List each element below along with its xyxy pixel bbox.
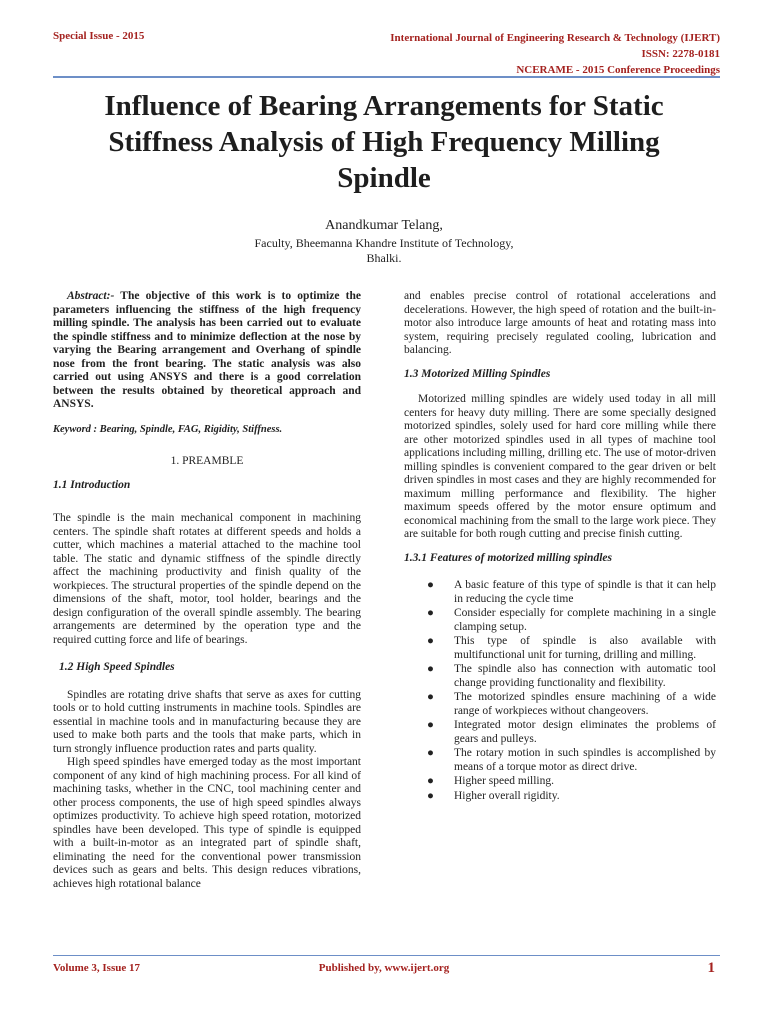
- author-name: Anandkumar Telang,: [325, 218, 443, 233]
- left-column: [53, 290, 361, 891]
- abstract-text: The objective of this work is to optimize the parameters influencing the stiffness of the high frequency milling spindle. The analysis has been carried out to evaluate the spindle stiffness and to minimize deflection at the nose by varying the Bearing arrangement and Overhang of spindle nose from the front bearing. The static analysis was also carried out using ANSYS and there is a good correlation between the results obtained by theoretical approach and ANSYS.: [53, 290, 361, 410]
- bullet-icon: ●: [427, 691, 434, 703]
- section-heading-preamble: 1. PREAMBLE: [170, 455, 244, 467]
- author-affiliation: [0, 236, 768, 266]
- bullet-icon: ●: [427, 747, 434, 759]
- journal-name: International Journal of Engineering Research & Technology (IJERT): [390, 32, 720, 44]
- high-speed-paragraph-2: High speed spindles have emerged today as the most important component of any kind of high machining process. For all kind of machining tasks, whether in the CNC, tool machining center and other process components, the use of high speed spindles always optimizes productivity. To achieve high speed rotation, motorized spindles have been developed. This type of spindle is equipped with a built-in-motor as an integrated part of spindle shaft, eliminating the need for the conventional power transmission devices such as gears and belts. This design reduces vibrations, achieves high rotational balance: [53, 756, 361, 890]
- list-item: [404, 790, 716, 804]
- affiliation-line: Faculty, Bheemanna Khandre Institute of Technology,: [254, 236, 514, 250]
- introduction-paragraph: The spindle is the main mechanical component in machining centers. The spindle shaft rotates at different speeds and holds a cutter, which machines a material attached to the machine tool table. The static and dynamic stiffness of the spindle directly affect the machining productivity and finish quality of the workpieces. The structural properties of the spindle depend on the dimensions of the shaft, motor, tool holder, bearings and the design configuration of the overall spindle assembly. The bearing arrangements are determined by the operation type and the required cutting force and life of bearings.: [53, 512, 361, 646]
- abstract-label: Abstract:-: [67, 290, 115, 302]
- title-line: Influence of Bearing Arrangements for Static: [104, 90, 664, 122]
- page-number: 1: [707, 960, 715, 976]
- list-item-text: Higher speed milling.: [454, 775, 554, 787]
- list-item-text: Integrated motor design eliminates the problems of gears and pulleys.: [454, 719, 716, 745]
- subsection-heading-features: 1.3.1 Features of motorized milling spindles: [404, 551, 612, 564]
- volume-issue: Volume 3, Issue 17: [53, 962, 140, 974]
- list-item-text: The motorized spindles ensure machining of a wide range of workpieces without changeovers.: [454, 691, 716, 717]
- paper-title: [40, 88, 728, 196]
- list-item-text: Consider especially for complete machining in a single clamping setup.: [454, 607, 716, 633]
- list-item-text: The rotary motion in such spindles is accomplished by means of a torque motor as direct drive.: [454, 747, 716, 773]
- list-item: [404, 775, 716, 789]
- features-list: [404, 579, 716, 803]
- abstract: [53, 290, 361, 412]
- bullet-icon: ●: [427, 789, 434, 802]
- journal-issn: ISSN: 2278-0181: [641, 48, 720, 60]
- right-column: [404, 290, 716, 804]
- bullet-icon: ●: [427, 775, 434, 787]
- list-item: [404, 579, 716, 606]
- bullet-icon: ●: [427, 607, 434, 619]
- list-item-text: A basic feature of this type of spindle is that it can help in reducing the cycle time: [454, 579, 716, 605]
- list-item: [404, 691, 716, 718]
- high-speed-paragraph-1: Spindles are rotating drive shafts that serve as axes for cutting tools or to hold cutting instruments in machine tools. Spindles are essential in machine tools and in manufacturing because they are used to make both parts and the tools that make parts, which in turn strongly influence production rates and parts quality.: [53, 688, 361, 755]
- list-item-text: This type of spindle is also available with multifunctional unit for turning, drilling and milling.: [454, 635, 716, 661]
- list-item-text: The spindle also has connection with automatic tool change providing functionality and flexibility.: [454, 663, 716, 689]
- bullet-icon: ●: [427, 635, 434, 647]
- list-item: [404, 663, 716, 690]
- header-divider: [53, 76, 720, 78]
- footer-divider: [53, 955, 720, 956]
- list-item: [404, 747, 716, 774]
- title-line: Stiffness Analysis of High Frequency Milling: [108, 126, 660, 158]
- motorized-milling-paragraph: Motorized milling spindles are widely used today in all mill centers for heavy duty milling. There are some specially designed motorized spindles, solely used for hard core milling while there are other motorized spindles used in all types of machine tool applications including milling, drilling etc. The use of motor-driven milling spindles is convenient compared to the gear driven or belt driven spindles in most cases and they are highly recommended for maximum milling performance and flexibility. The higher maximum speeds offered by the motor ensure optimum and economical machining from the small to the large work piece. They are suitable for both rough cutting and precise finish cutting.: [404, 393, 716, 540]
- bullet-icon: ●: [427, 719, 434, 731]
- list-item: [404, 635, 716, 662]
- list-item-text: Higher overall rigidity.: [454, 789, 560, 802]
- subsection-heading-high-speed-spindles: 1.2 High Speed Spindles: [59, 661, 175, 673]
- conference-proceedings: NCERAME - 2015 Conference Proceedings: [516, 64, 720, 76]
- journal-header-info: [300, 30, 720, 78]
- continuation-paragraph: and enables precise control of rotational accelerations and decelerations. However, the high speed of rotation and the built-in-motor also introduce large amounts of heat and rotating mass into system, requiring precisely regulated cooling, lubrication and balancing.: [404, 290, 716, 356]
- list-item: [404, 607, 716, 634]
- publisher-link[interactable]: Published by, www.ijert.org: [318, 962, 450, 974]
- list-item: [404, 719, 716, 746]
- title-line: Spindle: [337, 162, 431, 194]
- subsection-heading-introduction: 1.1 Introduction: [53, 478, 131, 491]
- subsection-heading-motorized-milling: 1.3 Motorized Milling Spindles: [404, 367, 551, 380]
- bullet-icon: ●: [427, 579, 434, 591]
- bullet-icon: ●: [427, 663, 434, 675]
- journal-special-issue: Special Issue - 2015: [53, 30, 145, 42]
- keywords: Keyword : Bearing, Spindle, FAG, Rigidity, Stiffness.: [53, 423, 283, 435]
- affiliation-line: Bhalki.: [366, 251, 402, 265]
